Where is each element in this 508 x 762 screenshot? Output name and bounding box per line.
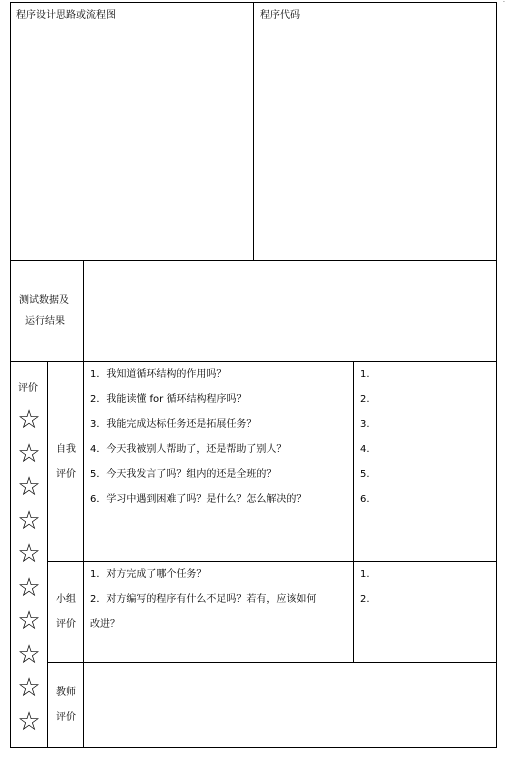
teacher-eval-label-line1: 教师 [56, 687, 76, 698]
code-section-title: 程序代码 [260, 10, 300, 21]
group-eval-label-line1: 小组 [56, 594, 76, 605]
group-eval-question-2-cont: 改进？ [90, 619, 120, 630]
star-outline-icon[interactable]: ☆ [17, 673, 41, 703]
col-divider-answers [353, 361, 354, 663]
star-outline-icon[interactable]: ☆ [17, 572, 41, 603]
star-outline-icon[interactable]: ☆ [17, 539, 41, 569]
group-eval-answer[interactable]: 2. [360, 594, 370, 605]
self-eval-answer[interactable]: 4. [360, 444, 370, 455]
star-outline-icon[interactable]: ☆ [17, 472, 41, 502]
table-right-border [496, 2, 497, 748]
self-eval-label-line1: 自我 [56, 444, 76, 455]
group-eval-label-line2: 评价 [56, 619, 76, 630]
self-eval-question: 5．今天我发言了吗？组内的还是全班的？ [90, 469, 277, 480]
group-eval-answer[interactable]: 1. [360, 569, 370, 580]
test-data-label-line1: 测试数据及 [19, 295, 69, 306]
star-outline-icon[interactable]: ☆ [17, 639, 41, 670]
self-eval-answer[interactable]: 2. [360, 394, 370, 405]
group-eval-question-2: 2．对方编写的程序有什么不足吗？若有，应该如何 [90, 594, 317, 605]
star-outline-icon[interactable]: ☆ [17, 405, 41, 435]
self-eval-answer[interactable]: 5. [360, 469, 370, 480]
self-eval-answer[interactable]: 6. [360, 494, 370, 505]
self-eval-label-line2: 评价 [56, 469, 76, 480]
group-eval-question-1: 1．对方完成了哪个任务？ [90, 569, 207, 580]
star-outline-icon[interactable]: ☆ [17, 438, 41, 469]
flowchart-area[interactable] [11, 24, 253, 260]
col-divider-eval-label [47, 361, 48, 748]
self-eval-answer[interactable]: 1. [360, 369, 370, 380]
row-divider-self [47, 561, 497, 562]
test-data-label-line2: 运行结果 [25, 316, 65, 327]
self-eval-question: 6．学习中遇到困难了吗？是什么？怎么解决的？ [90, 494, 307, 505]
star-rating[interactable] [14, 404, 44, 739]
self-eval-question: 1．我知道循环结构的作用吗？ [90, 369, 227, 380]
corner-mark: · [503, 0, 505, 6]
test-data-area[interactable] [84, 261, 496, 361]
star-outline-icon[interactable]: ☆ [17, 706, 41, 737]
code-area[interactable] [254, 24, 496, 260]
self-eval-question: 2．我能读懂 for 循环结构程序吗？ [90, 394, 247, 405]
teacher-eval-area[interactable] [84, 663, 496, 747]
self-eval-question: 4．今天我被别人帮助了，还是帮助了别人？ [90, 444, 287, 455]
star-outline-icon[interactable]: ☆ [17, 505, 41, 536]
self-eval-answer[interactable]: 3. [360, 419, 370, 430]
flowchart-section-title: 程序设计思路或流程图 [16, 10, 116, 21]
star-outline-icon[interactable]: ☆ [17, 606, 41, 636]
teacher-eval-label-line2: 评价 [56, 712, 76, 723]
self-eval-question: 3．我能完成达标任务还是拓展任务？ [90, 419, 257, 430]
evaluation-label: 评价 [18, 383, 38, 394]
